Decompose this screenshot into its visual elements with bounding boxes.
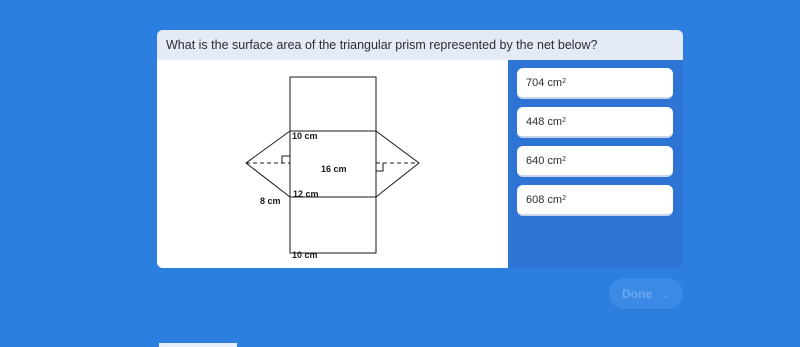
answer-option-3-text: 640 cm xyxy=(526,154,563,167)
prism-net-diagram xyxy=(157,60,508,268)
answer-option-4-text: 608 cm xyxy=(526,193,563,206)
answer-option-3[interactable]: 640 cm $^2$ xyxy=(517,146,673,177)
answers-panel xyxy=(508,60,683,268)
answer-option-2-text: 448 cm xyxy=(526,115,563,128)
done-button[interactable] xyxy=(609,278,683,309)
bottom-edge-element xyxy=(159,343,237,347)
done-button-label: Done xyxy=(622,286,652,301)
right-angle-mark-right xyxy=(376,163,383,171)
right-triangle xyxy=(376,131,419,197)
top-rectangle xyxy=(290,77,376,131)
right-angle-mark-left xyxy=(282,156,290,163)
question-text: What is the surface area of the triangular prism represented by the net below? xyxy=(157,30,683,60)
answer-option-4[interactable]: 608 cm $^2$ xyxy=(517,185,673,216)
answer-option-1[interactable]: 704 cm $^2$ xyxy=(517,68,673,99)
answer-option-2[interactable]: 448 cm $^2$ xyxy=(517,107,673,138)
left-triangle xyxy=(246,131,290,197)
label-top-rect: 10 cm xyxy=(292,131,318,141)
prism-net-figure xyxy=(157,60,508,268)
bottom-rectangle xyxy=(290,197,376,253)
question-card xyxy=(157,30,683,268)
label-width: 16 cm xyxy=(321,164,347,174)
arrow-right-icon: → xyxy=(658,286,670,301)
label-bottom-rect: 10 cm xyxy=(292,250,318,260)
label-base: 8 cm xyxy=(260,196,281,206)
label-height: 12 cm xyxy=(293,189,319,199)
answer-option-1-text: 704 cm xyxy=(526,76,563,89)
